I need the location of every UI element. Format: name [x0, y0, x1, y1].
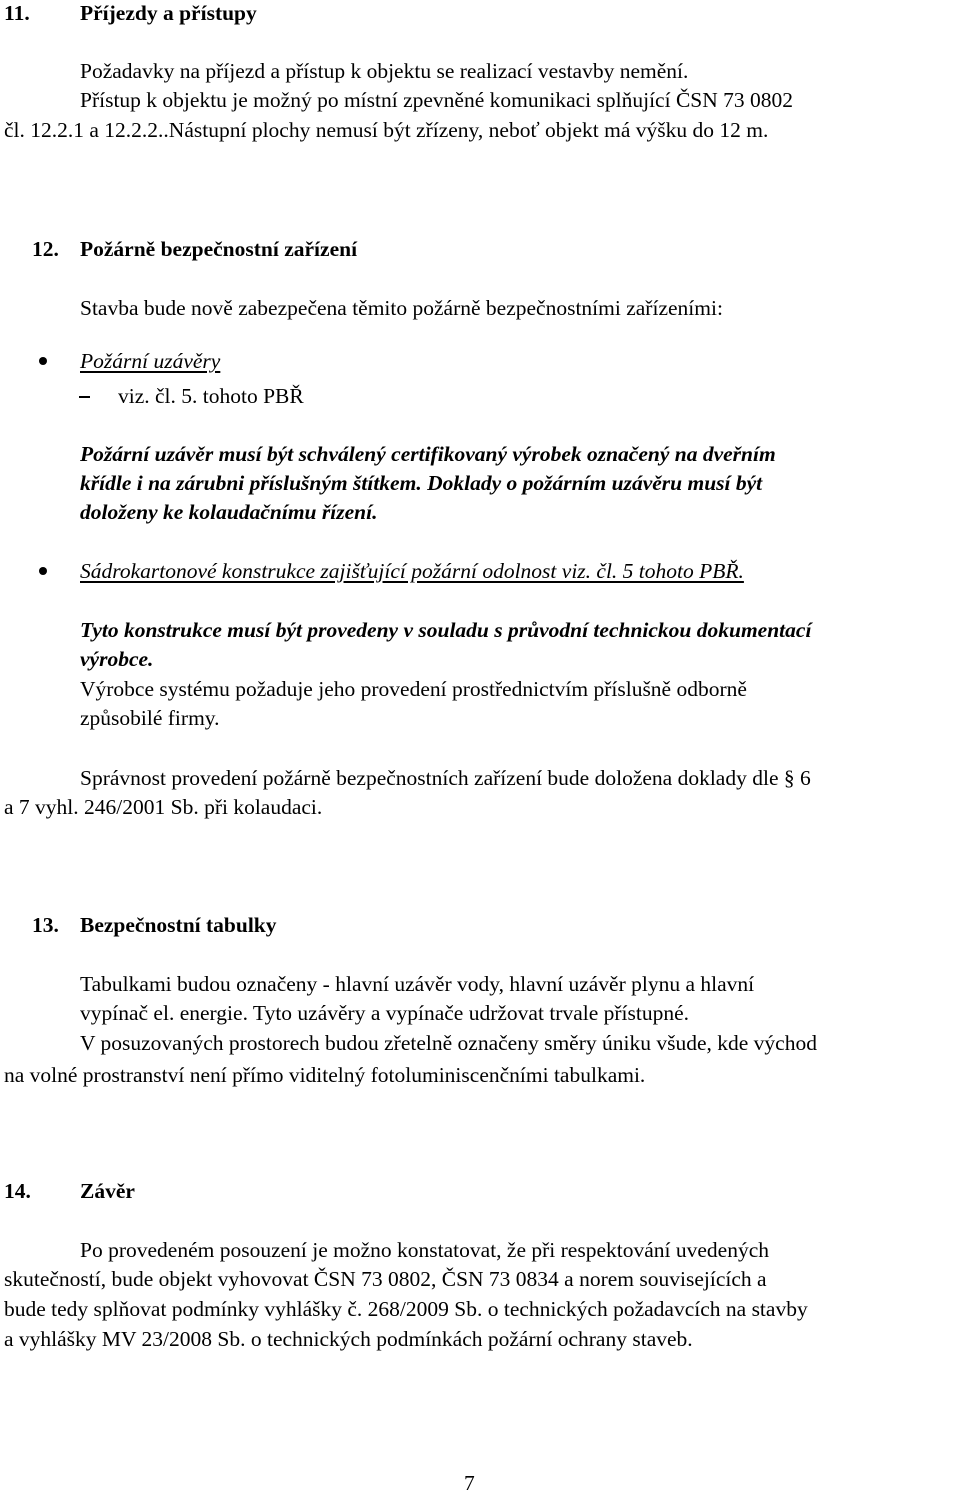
item-fire-closures-note: doloženy ke kolaudačnímu řízení.: [80, 500, 378, 524]
item-drywall-text: způsobilé firmy.: [80, 706, 220, 730]
dash-icon: [79, 396, 90, 398]
section-12-intro: Stavba bude nově zabezpečena těmito požárně bezpečnostními zařízeními:: [80, 296, 723, 320]
section-14-line: bude tedy splňovat podmínky vyhlášky č. 268/2009 Sb. o technických požadavcích na stavby: [4, 1297, 808, 1321]
item-drywall-text: Výrobce systému požaduje jeho provedení prostřednictvím příslušně odborně: [80, 677, 747, 701]
section-12-number: 12.: [32, 237, 59, 261]
item-fire-closures-note: Požární uzávěr musí být schválený certifikovaný výrobek označený na dveřním: [80, 442, 776, 466]
section-14-number: 14.: [4, 1179, 31, 1203]
section-13-line: V posuzovaných prostorech budou zřetelně označeny směry úniku všude, kde východ: [80, 1031, 817, 1055]
section-12-closing: Správnost provedení požárně bezpečnostních zařízení bude doložena doklady dle § 6: [80, 766, 811, 790]
item-drywall-note: výrobce.: [80, 647, 154, 671]
section-13-line: vypínač el. energie. Tyto uzávěry a vypínače udržovat trvale přístupné.: [80, 1001, 690, 1025]
item-fire-closures-ref: viz. čl. 5. tohoto PBŘ: [118, 384, 304, 408]
section-14-line: skutečností, bude objekt vyhovovat ČSN 73 0802, ČSN 73 0834 a norem souvisejících a: [4, 1267, 767, 1291]
section-12-title: Požárně bezpečnostní zařízení: [80, 237, 358, 261]
bullet-icon: [39, 567, 47, 575]
section-11-line: čl. 12.2.1 a 12.2.2..Nástupní plochy nemusí být zřízeny, neboť objekt má výšku do 12 m.: [4, 118, 769, 142]
item-fire-closures-note: křídle i na zárubni příslušným štítkem. Doklady o požárním uzávěru musí být: [80, 471, 763, 495]
section-13-title: Bezpečnostní tabulky: [80, 913, 277, 937]
section-13-line: Tabulkami budou označeny - hlavní uzávěr vody, hlavní uzávěr plynu a hlavní: [80, 972, 755, 996]
section-11-number: 11.: [4, 1, 30, 25]
section-11-line: Požadavky na příjezd a přístup k objektu se realizací vestavby nemění.: [80, 59, 689, 83]
section-11-line: Přístup k objektu je možný po místní zpevněné komunikaci splňující ČSN 73 0802: [80, 88, 794, 112]
page-number: 7: [464, 1471, 475, 1495]
item-fire-closures-label: Požární uzávěry: [80, 349, 221, 373]
item-drywall-note: Tyto konstrukce musí být provedeny v souladu s průvodní technickou dokumentací: [80, 618, 812, 642]
section-14-line: Po provedeném posouzení je možno konstatovat, že při respektování uvedených: [80, 1238, 769, 1262]
section-13-line: na volné prostranství není přímo viditelný fotoluminiscenčními tabulkami.: [4, 1063, 646, 1087]
section-13-number: 13.: [32, 913, 59, 937]
section-11-title: Příjezdy a přístupy: [80, 1, 257, 25]
item-drywall-label: Sádrokartonové konstrukce zajišťující požární odolnost viz. čl. 5 tohoto PBŘ.: [80, 559, 744, 583]
section-12-closing: a 7 vyhl. 246/2001 Sb. při kolaudaci.: [4, 795, 323, 819]
bullet-icon: [39, 357, 47, 365]
section-14-title: Závěr: [80, 1179, 135, 1203]
section-14-line: a vyhlášky MV 23/2008 Sb. o technických podmínkách požární ochrany staveb.: [4, 1327, 693, 1351]
